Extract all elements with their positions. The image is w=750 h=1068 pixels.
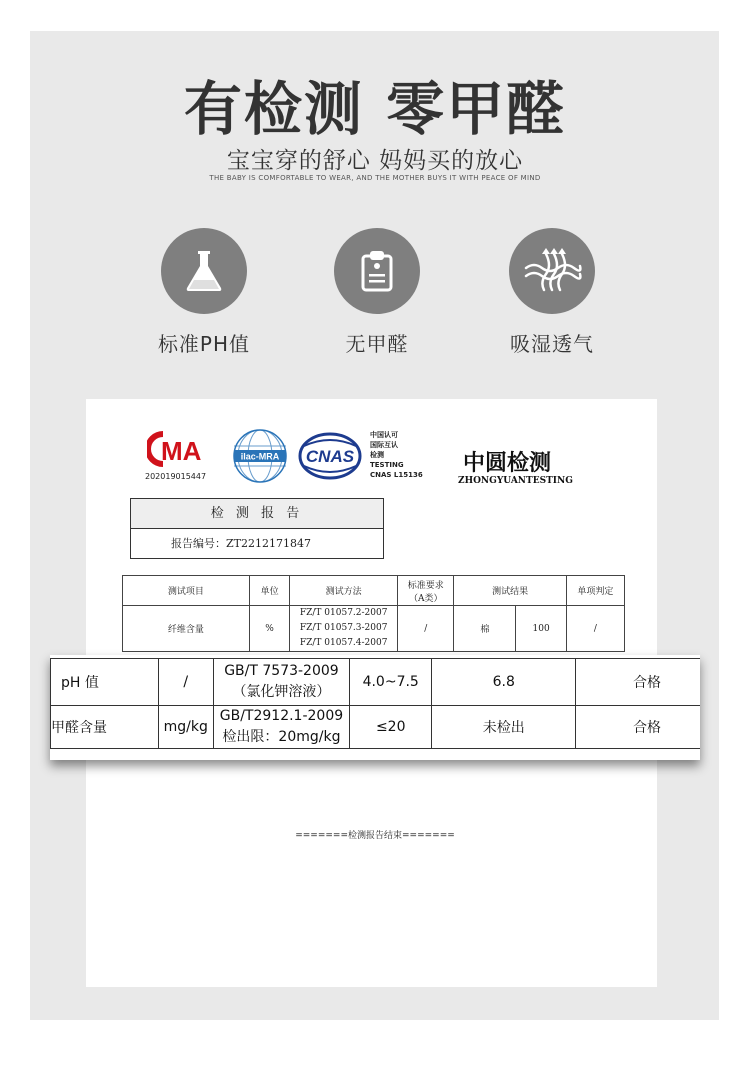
table-header-row <box>123 576 625 606</box>
cell-verdict: / <box>566 606 624 652</box>
header-item: 测试项目 <box>123 576 250 606</box>
ilac-text: ilac-MRA <box>240 451 280 462</box>
cnas-info <box>370 430 423 480</box>
cell-result: 未检出 <box>432 706 576 749</box>
feature-label: 无甲醛 <box>345 332 409 356</box>
hero-subtitle-english: THE BABY IS COMFORTABLE TO WEAR, AND THE MOTHER BUYS IT WITH PEACE OF MIND <box>209 174 541 182</box>
header-result: 测试结果 <box>454 576 566 606</box>
cell-standard: / <box>398 606 454 652</box>
method-line: 检出限：20mg/kg <box>222 729 341 745</box>
hero-title: 有检测 零甲醛 <box>183 75 567 143</box>
flask-icon <box>161 228 247 314</box>
cell-item: 甲醛含量 <box>51 706 159 749</box>
test-results-table <box>122 575 625 652</box>
method-line: FZ/T 01057.2-2007 <box>299 608 388 618</box>
table-row <box>51 706 701 749</box>
cma-logo <box>147 430 213 470</box>
cell-result: 6.8 <box>432 659 576 706</box>
feature-label: 标准PH值 <box>157 332 251 356</box>
cell-verdict: 合格 <box>576 659 700 706</box>
cell-unit: mg/kg <box>158 706 213 749</box>
header-standard-line: （A类） <box>408 593 443 604</box>
cnas-info-line: 国际互认 <box>370 441 398 449</box>
cell-result-material: 棉 <box>454 606 516 652</box>
hero-subtitle: 宝宝穿的舒心 妈妈买的放心 <box>226 148 524 174</box>
report-title-box <box>130 498 384 559</box>
cell-verdict: 合格 <box>576 706 700 749</box>
zoomed-results-table <box>50 658 700 749</box>
svg-text:MA: MA <box>161 436 202 466</box>
ilac-mra-logo <box>232 428 288 484</box>
company-name-cn: 中圆检测 <box>463 450 552 476</box>
cell-method <box>213 706 349 749</box>
cnas-text: CNAS <box>305 447 355 466</box>
header-standard-line: 标准要求 <box>407 580 444 591</box>
cell-item: pH 值 <box>51 659 159 706</box>
cell-unit: % <box>249 606 289 652</box>
cell-unit: / <box>158 659 213 706</box>
cell-standard: ≤20 <box>350 706 432 749</box>
header-standard <box>398 576 454 606</box>
method-line: FZ/T 01057.4-2007 <box>299 638 388 648</box>
report-number: 报告编号：ZT2212171847 <box>171 537 311 550</box>
cnas-info-line: TESTING <box>370 461 404 469</box>
header-verdict: 单项判定 <box>566 576 624 606</box>
report-title: 检 测 报 告 <box>131 499 383 529</box>
company-name-en: ZHONGYUANTESTING <box>458 476 573 486</box>
method-line: （氯化钾溶液） <box>232 684 331 700</box>
method-line: GB/T2912.1-2009 <box>219 708 344 724</box>
report-end-line: =======检测报告结束======= <box>295 831 455 841</box>
cnas-info-line: 检测 <box>370 451 384 459</box>
method-line: FZ/T 01057.3-2007 <box>299 623 388 633</box>
cell-standard: 4.0~7.5 <box>350 659 432 706</box>
cell-method <box>213 659 349 706</box>
zoomed-results-overlay <box>50 655 700 760</box>
clipboard-icon <box>334 228 420 314</box>
feature-label: 吸湿透气 <box>510 332 594 356</box>
header-unit: 单位 <box>249 576 289 606</box>
cell-method <box>290 606 398 652</box>
header-method: 测试方法 <box>290 576 398 606</box>
method-line: GB/T 7573-2009 <box>224 663 339 679</box>
feature-ph <box>139 228 269 357</box>
airflow-icon <box>509 228 595 314</box>
cnas-info-line: CNAS L15136 <box>370 471 423 479</box>
table-row <box>51 659 701 706</box>
cell-result-value: 100 <box>516 606 566 652</box>
cma-number: 202019015447 <box>145 472 207 481</box>
cell-item: 纤维含量 <box>123 606 250 652</box>
table-row <box>123 606 625 652</box>
cnas-logo <box>298 432 362 480</box>
feature-formaldehyde <box>312 228 442 357</box>
feature-breathable <box>487 228 617 357</box>
cnas-info-line: 中国认可 <box>370 431 398 439</box>
